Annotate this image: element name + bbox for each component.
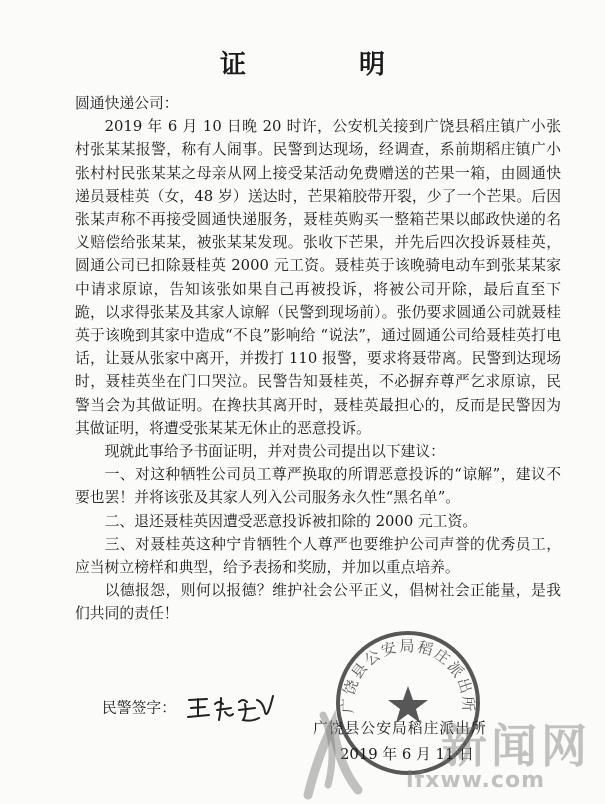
watermark-logo-icon (298, 705, 368, 800)
paragraph-intro-suggestions: 现就此事给予书面证明，并对贵公司提出以下建议： (104, 443, 445, 461)
issuing-organization: 广饶县公安局稻庄派出所 (313, 720, 487, 737)
issue-date: 2019 年 6 月 11 日 (340, 746, 474, 763)
suggestion-2: 二、退还聂桂英因遭受恶意投诉被扣除的 2000 元工资。 (104, 512, 478, 530)
watermark-url: lfxww.com (406, 768, 545, 793)
suggestion-3: 三、对聂桂英这种宁肯牺牲个人尊严也要维护公司声誉的优秀员工，应当树立榜样和典型，给予表扬和奖励，并加以重点培养。 (75, 535, 561, 577)
addressee: 圆通快递公司： (75, 95, 179, 112)
suggestion-1: 一、对这种牺牲公司员工尊严换取的所谓恶意投诉的“谅解”，建议不要也罢！并将该张及其家人列入公司服务永久性“黑名单”。 (75, 466, 561, 507)
signature-label: 民警签字： (102, 699, 176, 717)
watermark-site-name: 新闻网 (441, 719, 591, 773)
document-title: 证 明 (219, 50, 438, 80)
closing-statement: 以德报怨，则何以报德？维护社会公平正义，倡树社会正能量，是我们共同的责任！ (75, 582, 561, 623)
document-body (75, 92, 561, 626)
paragraph-incident: 2019 年 6 月 10 日晚 20 时许，公安机关接到广饶县稻庄镇广小张村张某某报警，称有人闹事。民警到达现场，经调查，系前期稻庄镇广小张村村民张某某之母亲从网上接受某活动免费赠送的芒果一箱，由圆通快递员聂桂英（女，48 岁）送达时，芒果箱胶带开裂，少了一个芒果。后因张某声称不再接受圆通快递服务，聂桂英购买一整箱芒果以邮政快递的名义赔偿给张某某，被张某某发现。张收下芒果，并先后四次投诉聂桂英，圆通公司已扣除聂桂英 2000 元工资。聂桂英于该晚骑电动车到张某某家中请求原谅，告知该张如果自己再被投诉，将被公司开除，最后直至下跪，以求得张某及其家人谅解（民警到现场前）。张仍要求圆通公司就聂桂英于该晚到其家中造成“不良”影响给 “说法”，通过圆通公司给聂桂英打电话，让聂从张家中离开，并拨打 110 报警，要求将聂带离。民警到达现场时，聂桂英坐在门口哭泣。民警告知聂桂英，不必摒弃尊严乞求原谅，民警当会为其做证明。在搀扶其离开时，聂桂英最担心的，反而是民警因为其做证明，将遭受张某某无休止的恶意投诉。 (75, 118, 561, 437)
seal-text: 广饶县公安局稻庄派出所 (338, 636, 478, 714)
handwritten-signature (185, 690, 277, 724)
signature-row (102, 690, 277, 724)
